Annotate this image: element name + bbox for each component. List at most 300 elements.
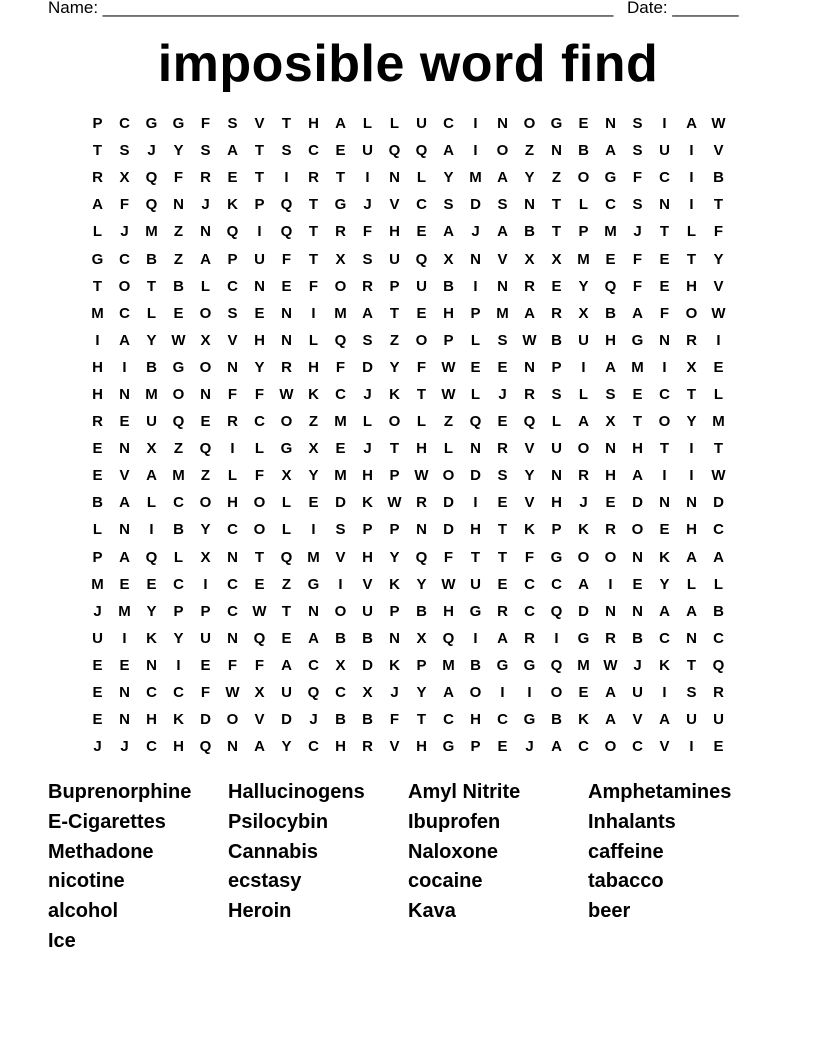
grid-letter: V	[389, 196, 400, 214]
grid-letter: F	[632, 250, 643, 268]
grid-letter: O	[226, 711, 239, 729]
grid-letter: B	[524, 223, 535, 241]
grid-letter: B	[362, 629, 373, 647]
grid-letter: O	[118, 277, 131, 295]
grid-letter: C	[119, 115, 130, 133]
word-list-item: Ibuprofen	[408, 810, 501, 833]
grid-letter: L	[578, 385, 589, 403]
grid-letter: T	[254, 169, 265, 187]
grid-letter: N	[686, 629, 697, 647]
grid-letter: E	[416, 304, 427, 322]
grid-row	[84, 679, 732, 706]
grid-letter: I	[230, 440, 235, 458]
grid-letter: E	[497, 358, 508, 376]
word-list-item: Naloxone	[408, 840, 499, 863]
grid-letter: X	[686, 358, 697, 376]
grid-letter: N	[470, 440, 481, 458]
grid-letter: M	[145, 223, 158, 241]
grid-letter: L	[470, 385, 481, 403]
grid-letter: Z	[200, 467, 211, 485]
grid-letter: H	[92, 358, 103, 376]
grid-letter: B	[578, 142, 589, 160]
grid-row	[84, 191, 732, 218]
grid-letter: N	[659, 196, 670, 214]
grid-letter: M	[712, 413, 725, 431]
grid-letter: W	[387, 494, 402, 512]
grid-letter: J	[201, 196, 210, 214]
grid-letter: C	[632, 738, 643, 756]
grid-row	[84, 354, 732, 381]
grid-letter: U	[281, 684, 292, 702]
grid-letter: A	[443, 223, 454, 241]
grid-letter: L	[92, 521, 103, 539]
grid-letter: E	[470, 358, 481, 376]
word-list-item: E-Cigarettes	[48, 810, 166, 833]
grid-letter: Q	[280, 223, 293, 241]
word-list-item: alcohol	[48, 900, 119, 923]
grid-letter: A	[497, 223, 508, 241]
grid-letter: Q	[415, 142, 428, 160]
grid-letter: E	[497, 413, 508, 431]
grid-letter: Q	[334, 331, 347, 349]
grid-letter: B	[173, 277, 184, 295]
grid-letter: P	[389, 277, 400, 295]
grid-letter: W	[441, 358, 456, 376]
grid-letter: C	[524, 575, 535, 593]
grid-letter: H	[551, 494, 562, 512]
grid-letter: W	[441, 385, 456, 403]
grid-letter: M	[91, 304, 104, 322]
grid-letter: E	[497, 738, 508, 756]
grid-letter: A	[362, 304, 373, 322]
grid-letter: Z	[173, 223, 184, 241]
grid-letter: U	[659, 142, 670, 160]
grid-letter: J	[120, 738, 129, 756]
grid-letter: E	[119, 575, 130, 593]
grid-letter: B	[443, 277, 454, 295]
grid-letter: R	[362, 277, 373, 295]
grid-letter: T	[713, 196, 724, 214]
grid-letter: V	[254, 115, 265, 133]
grid-letter: O	[334, 602, 347, 620]
word-list-item: beer	[588, 900, 631, 923]
grid-letter: C	[443, 115, 454, 133]
grid-letter: G	[631, 331, 644, 349]
grid-letter: S	[551, 385, 562, 403]
grid-letter: V	[389, 738, 400, 756]
grid-letter: Q	[307, 684, 320, 702]
grid-letter: X	[308, 440, 319, 458]
grid-row	[84, 652, 732, 679]
grid-letter: D	[578, 602, 589, 620]
grid-letter: H	[416, 738, 427, 756]
grid-letter: G	[469, 602, 482, 620]
grid-letter: X	[524, 250, 535, 268]
grid-letter: A	[632, 467, 643, 485]
grid-letter: U	[686, 711, 697, 729]
grid-letter: G	[523, 711, 536, 729]
grid-letter: O	[199, 494, 212, 512]
grid-letter: R	[308, 169, 319, 187]
grid-letter: L	[146, 494, 157, 512]
grid-letter: T	[254, 548, 265, 566]
grid-letter: S	[497, 467, 508, 485]
grid-letter: B	[470, 656, 481, 674]
grid-letter: H	[308, 115, 319, 133]
grid-letter: P	[389, 521, 400, 539]
grid-row	[84, 273, 732, 300]
grid-letter: O	[280, 413, 293, 431]
grid-letter: X	[200, 331, 211, 349]
grid-letter: H	[362, 467, 373, 485]
grid-letter: Q	[172, 413, 185, 431]
grid-letter: D	[443, 494, 454, 512]
grid-letter: A	[632, 304, 643, 322]
grid-letter: X	[578, 304, 589, 322]
grid-letter: D	[335, 494, 346, 512]
grid-letter: Q	[145, 169, 158, 187]
grid-letter: N	[227, 629, 238, 647]
grid-letter: N	[119, 440, 130, 458]
grid-letter: A	[308, 629, 319, 647]
grid-letter: I	[122, 358, 127, 376]
grid-letter: C	[659, 629, 670, 647]
grid-letter: Y	[416, 684, 427, 702]
grid-letter: O	[523, 115, 536, 133]
grid-letter: Y	[389, 358, 400, 376]
grid-letter: H	[605, 467, 616, 485]
word-list-item: cocaine	[408, 870, 483, 893]
grid-letter: I	[689, 169, 694, 187]
grid-letter: I	[689, 738, 694, 756]
grid-letter: N	[200, 223, 211, 241]
grid-letter: V	[119, 467, 130, 485]
grid-letter: U	[362, 602, 373, 620]
grid-letter: G	[550, 548, 563, 566]
grid-letter: L	[470, 331, 481, 349]
grid-letter: G	[145, 115, 158, 133]
grid-letter: I	[284, 169, 289, 187]
grid-letter: E	[713, 738, 724, 756]
grid-letter: L	[362, 413, 373, 431]
grid-letter: N	[254, 277, 265, 295]
grid-letter: N	[200, 385, 211, 403]
grid-letter: Q	[280, 196, 293, 214]
grid-letter: E	[281, 629, 292, 647]
grid-letter: R	[362, 738, 373, 756]
grid-letter: U	[713, 711, 724, 729]
grid-letter: I	[689, 467, 694, 485]
grid-letter: L	[281, 494, 292, 512]
grid-letter: R	[605, 629, 616, 647]
grid-letter: E	[497, 494, 508, 512]
grid-letter: O	[604, 548, 617, 566]
grid-letter: A	[686, 548, 697, 566]
grid-letter: O	[496, 142, 509, 160]
grid-letter: T	[551, 196, 562, 214]
grid-letter: L	[713, 575, 724, 593]
grid-letter: I	[473, 629, 478, 647]
grid-letter: T	[92, 277, 103, 295]
grid-letter: M	[577, 656, 590, 674]
grid-letter: R	[497, 440, 508, 458]
grid-letter: C	[443, 711, 454, 729]
grid-letter: S	[605, 385, 616, 403]
grid-letter: B	[362, 711, 373, 729]
grid-letter: E	[200, 656, 211, 674]
grid-letter: A	[200, 250, 211, 268]
grid-row	[84, 137, 732, 164]
grid-letter: Q	[199, 440, 212, 458]
grid-letter: F	[173, 169, 184, 187]
grid-letter: T	[416, 711, 427, 729]
grid-letter: E	[173, 304, 184, 322]
grid-row	[84, 516, 732, 543]
grid-row	[84, 381, 732, 408]
grid-letter: D	[281, 711, 292, 729]
grid-letter: N	[119, 684, 130, 702]
grid-letter: L	[308, 331, 319, 349]
grid-letter: G	[442, 738, 455, 756]
grid-letter: L	[389, 115, 400, 133]
grid-letter: N	[308, 602, 319, 620]
grid-letter: P	[92, 115, 103, 133]
word-list-item: Kava	[408, 900, 456, 923]
grid-letter: I	[716, 331, 721, 349]
grid-letter: N	[119, 385, 130, 403]
grid-letter: H	[470, 711, 481, 729]
word-list-item: Inhalants	[588, 810, 676, 833]
grid-letter: Q	[550, 602, 563, 620]
grid-letter: E	[578, 115, 589, 133]
grid-letter: J	[309, 711, 318, 729]
grid-letter: I	[662, 684, 667, 702]
grid-letter: H	[92, 385, 103, 403]
grid-letter: Q	[253, 629, 266, 647]
grid-letter: C	[146, 684, 157, 702]
grid-letter: P	[470, 304, 481, 322]
grid-letter: N	[119, 521, 130, 539]
grid-letter: A	[659, 711, 670, 729]
grid-letter: F	[443, 548, 454, 566]
grid-letter: I	[95, 331, 100, 349]
grid-letter: R	[578, 467, 589, 485]
grid-letter: C	[497, 711, 508, 729]
grid-letter: C	[605, 196, 616, 214]
grid-letter: E	[92, 467, 103, 485]
grid-letter: D	[470, 467, 481, 485]
grid-letter: E	[92, 711, 103, 729]
grid-letter: K	[227, 196, 238, 214]
grid-letter: W	[711, 115, 726, 133]
grid-letter: A	[659, 602, 670, 620]
grid-letter: I	[149, 521, 154, 539]
grid-letter: Q	[388, 142, 401, 160]
grid-letter: S	[227, 304, 238, 322]
grid-letter: I	[554, 629, 559, 647]
grid-letter: O	[658, 413, 671, 431]
grid-letter: N	[686, 494, 697, 512]
grid-letter: H	[605, 331, 616, 349]
grid-letter: N	[524, 196, 535, 214]
grid-letter: T	[146, 277, 157, 295]
grid-letter: K	[389, 656, 400, 674]
grid-letter: M	[172, 467, 185, 485]
grid-letter: I	[689, 142, 694, 160]
grid-letter: T	[659, 223, 670, 241]
grid-letter: E	[146, 575, 157, 593]
word-list-item: Amphetamines	[588, 781, 732, 803]
grid-letter: N	[470, 250, 481, 268]
grid-letter: G	[496, 656, 509, 674]
grid-letter: Q	[415, 548, 428, 566]
word-list-item: caffeine	[588, 840, 664, 863]
grid-letter: W	[414, 467, 429, 485]
grid-letter: N	[605, 440, 616, 458]
grid-letter: Y	[713, 250, 724, 268]
grid-letter: J	[120, 223, 129, 241]
grid-letter: I	[581, 358, 586, 376]
grid-letter: Y	[281, 738, 292, 756]
grid-letter: A	[686, 602, 697, 620]
grid-letter: S	[686, 684, 697, 702]
grid-letter: G	[604, 169, 617, 187]
grid-letter: A	[92, 196, 103, 214]
grid-letter: I	[662, 358, 667, 376]
grid-letter: A	[605, 358, 616, 376]
grid-letter: E	[281, 277, 292, 295]
word-list-item: Buprenorphine	[48, 781, 192, 803]
grid-letter: E	[632, 385, 643, 403]
grid-letter: V	[524, 494, 535, 512]
grid-letter: F	[308, 277, 319, 295]
grid-letter: N	[146, 656, 157, 674]
grid-letter: O	[199, 304, 212, 322]
grid-letter: B	[713, 602, 724, 620]
grid-letter: X	[119, 169, 130, 187]
grid-letter: C	[119, 304, 130, 322]
grid-letter: S	[497, 331, 508, 349]
grid-letter: F	[416, 358, 427, 376]
grid-letter: C	[308, 656, 319, 674]
grid-letter: F	[281, 250, 292, 268]
grid-letter: I	[311, 304, 316, 322]
grid-letter: Q	[550, 656, 563, 674]
grid-letter: F	[632, 169, 643, 187]
grid-letter: A	[443, 684, 454, 702]
grid-letter: L	[200, 277, 211, 295]
grid-letter: N	[605, 115, 616, 133]
grid-letter: J	[471, 223, 480, 241]
word-list-item: Heroin	[228, 900, 292, 923]
grid-letter: J	[93, 602, 102, 620]
grid-letter: H	[389, 223, 400, 241]
grid-letter: F	[362, 223, 373, 241]
grid-row	[84, 489, 732, 516]
word-list-item: ecstasy	[228, 870, 302, 893]
grid-letter: X	[146, 440, 157, 458]
grid-letter: K	[578, 521, 589, 539]
grid-letter: C	[308, 738, 319, 756]
grid-letter: B	[416, 602, 427, 620]
grid-letter: D	[362, 656, 373, 674]
grid-letter: T	[659, 440, 670, 458]
word-search-grid	[84, 110, 732, 760]
grid-letter: T	[92, 142, 103, 160]
grid-letter: C	[524, 602, 535, 620]
word-list-item: Hallucinogens	[228, 781, 365, 803]
grid-letter: E	[578, 684, 589, 702]
grid-letter: N	[659, 331, 670, 349]
grid-letter: O	[415, 331, 428, 349]
grid-letter: L	[227, 467, 238, 485]
grid-letter: U	[389, 250, 400, 268]
grid-row	[84, 462, 732, 489]
grid-letter: Q	[523, 413, 536, 431]
grid-letter: W	[171, 331, 186, 349]
grid-letter: Q	[442, 629, 455, 647]
grid-letter: E	[119, 656, 130, 674]
grid-letter: W	[441, 575, 456, 593]
grid-letter: T	[281, 115, 292, 133]
grid-letter: T	[686, 385, 697, 403]
grid-letter: C	[119, 250, 130, 268]
grid-letter: Q	[199, 738, 212, 756]
grid-letter: Y	[659, 575, 670, 593]
grid-letter: S	[119, 142, 130, 160]
grid-letter: H	[173, 738, 184, 756]
grid-letter: V	[632, 711, 643, 729]
grid-letter: A	[281, 656, 292, 674]
grid-letter: J	[363, 440, 372, 458]
grid-letter: D	[200, 711, 211, 729]
grid-letter: V	[497, 250, 508, 268]
grid-letter: A	[497, 629, 508, 647]
grid-letter: T	[470, 548, 481, 566]
grid-letter: L	[578, 196, 589, 214]
grid-letter: C	[173, 575, 184, 593]
grid-letter: G	[91, 250, 104, 268]
grid-letter: R	[335, 223, 346, 241]
grid-letter: L	[92, 223, 103, 241]
grid-letter: I	[689, 196, 694, 214]
grid-letter: P	[200, 602, 211, 620]
grid-letter: C	[227, 521, 238, 539]
grid-letter: Q	[226, 223, 239, 241]
grid-letter: X	[443, 250, 454, 268]
grid-letter: E	[497, 575, 508, 593]
grid-letter: L	[281, 521, 292, 539]
grid-letter: K	[389, 385, 400, 403]
grid-letter: I	[365, 169, 370, 187]
grid-letter: L	[146, 304, 157, 322]
grid-letter: A	[686, 115, 697, 133]
grid-letter: P	[227, 250, 238, 268]
grid-letter: C	[227, 277, 238, 295]
grid-letter: C	[227, 575, 238, 593]
page-title: imposible word find	[157, 35, 659, 93]
grid-letter: D	[713, 494, 724, 512]
word-list-item: Methadone	[48, 840, 154, 863]
grid-letter: G	[334, 196, 347, 214]
grid-letter: R	[416, 494, 427, 512]
grid-row	[84, 408, 732, 435]
grid-letter: I	[662, 115, 667, 133]
grid-letter: U	[200, 629, 211, 647]
grid-letter: U	[362, 142, 373, 160]
grid-letter: E	[713, 358, 724, 376]
grid-letter: Y	[200, 521, 211, 539]
